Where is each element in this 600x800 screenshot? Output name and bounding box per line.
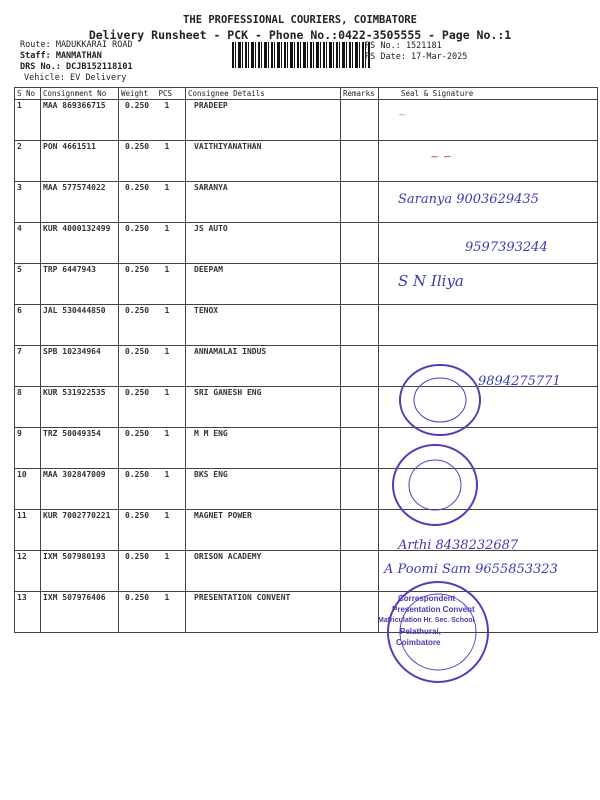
table-row xyxy=(15,305,598,346)
table-header xyxy=(15,88,598,100)
sno-cell: 4 xyxy=(15,223,41,264)
consignment-cell: JAL 530444850 xyxy=(41,305,119,346)
document-subtitle: Delivery Runsheet - PCK - Phone No.:0422-3505555 - Page No.:1 xyxy=(88,28,512,42)
col-weight: Weight xyxy=(119,88,157,100)
weight-cell: 0.250 xyxy=(119,141,157,182)
consignee-cell: TENOX xyxy=(186,305,341,346)
seal-cell xyxy=(379,305,598,346)
barcode xyxy=(232,42,370,68)
signature-row12: A Poomi Sam 9655853323 xyxy=(384,562,558,577)
seal-cell xyxy=(379,141,598,182)
consignee-cell: ORISON ACADEMY xyxy=(186,551,341,592)
col-consignment: Consignment No xyxy=(41,88,119,100)
pcs-cell: 1 xyxy=(157,346,186,387)
col-seal: Seal & Signature xyxy=(379,88,598,100)
remarks-cell xyxy=(341,264,379,305)
consignee-cell: PRADEEP xyxy=(186,100,341,141)
sno-cell: 7 xyxy=(15,346,41,387)
col-sno: S No xyxy=(15,88,41,100)
table-row xyxy=(15,387,598,428)
consignment-cell: IXM 507976406 xyxy=(41,592,119,633)
table-row xyxy=(15,141,598,182)
pcs-cell: 1 xyxy=(157,182,186,223)
consignment-cell: KUR 7002770221 xyxy=(41,510,119,551)
vehicle: Vehicle: EV Delivery xyxy=(24,73,127,83)
remarks-cell xyxy=(341,305,379,346)
company-stamp-row10 xyxy=(385,440,485,530)
consignee-cell: SRI GANESH ENG xyxy=(186,387,341,428)
sno-cell: 5 xyxy=(15,264,41,305)
weight-cell: 0.250 xyxy=(119,305,157,346)
weight-cell: 0.250 xyxy=(119,551,157,592)
stamp-line-1: Correspondent xyxy=(398,594,456,603)
remarks-cell xyxy=(341,182,379,223)
consignment-cell: MAA 577574022 xyxy=(41,182,119,223)
remarks-cell xyxy=(341,346,379,387)
consignee-cell: DEEPAM xyxy=(186,264,341,305)
signature-row1: ~ xyxy=(398,110,407,121)
remarks-cell xyxy=(341,223,379,264)
remarks-cell xyxy=(341,510,379,551)
consignee-cell: JS AUTO xyxy=(186,223,341,264)
signature-row4: 9597393244 xyxy=(465,240,548,255)
col-pcs: PCS xyxy=(157,88,186,100)
consignment-cell: TRP 6447943 xyxy=(41,264,119,305)
consignment-cell: PON 4661511 xyxy=(41,141,119,182)
pcs-cell: 1 xyxy=(157,387,186,428)
consignee-cell: M M ENG xyxy=(186,428,341,469)
seal-cell xyxy=(379,100,598,141)
remarks-cell xyxy=(341,469,379,510)
pcs-cell: 1 xyxy=(157,551,186,592)
stamp-line-2: Presentation Convent xyxy=(392,605,475,614)
table-row xyxy=(15,100,598,141)
table-row xyxy=(15,469,598,510)
pcs-cell: 1 xyxy=(157,100,186,141)
signature-row11: Arthi 8438232687 xyxy=(398,538,519,553)
remarks-cell xyxy=(341,592,379,633)
sno-cell: 10 xyxy=(15,469,41,510)
sno-cell: 13 xyxy=(15,592,41,633)
col-remarks: Remarks xyxy=(341,88,379,100)
consignment-cell: TRZ 50049354 xyxy=(41,428,119,469)
consignment-cell: KUR 4000132499 xyxy=(41,223,119,264)
pcs-cell: 1 xyxy=(157,428,186,469)
staff: Staff: MANMATHAN xyxy=(20,51,102,61)
sno-cell: 9 xyxy=(15,428,41,469)
stamp-line-3: Matriculation Hr. Sec. School xyxy=(378,617,475,624)
weight-cell: 0.250 xyxy=(119,510,157,551)
remarks-cell xyxy=(341,428,379,469)
consignee-cell: ANNAMALAI INDUS xyxy=(186,346,341,387)
consignment-cell: KUR 531922535 xyxy=(41,387,119,428)
weight-cell: 0.250 xyxy=(119,592,157,633)
weight-cell: 0.250 xyxy=(119,346,157,387)
table-row xyxy=(15,592,598,633)
remarks-cell xyxy=(341,387,379,428)
pcs-cell: 1 xyxy=(157,510,186,551)
weight-cell: 0.250 xyxy=(119,100,157,141)
table-row xyxy=(15,428,598,469)
route: Route: MADUKKARAI ROAD xyxy=(20,40,133,50)
weight-cell: 0.250 xyxy=(119,223,157,264)
stamp-line-5: Coimbatore xyxy=(396,638,441,647)
sno-cell: 6 xyxy=(15,305,41,346)
weight-cell: 0.250 xyxy=(119,182,157,223)
pcs-cell: 1 xyxy=(157,141,186,182)
pcs-cell: 1 xyxy=(157,469,186,510)
company-stamp-row8 xyxy=(395,360,485,440)
document-title: THE PROFESSIONAL COURIERS, COIMBATORE xyxy=(183,14,417,26)
sno-cell: 3 xyxy=(15,182,41,223)
sno-cell: 11 xyxy=(15,510,41,551)
consignment-cell: SPB 10234964 xyxy=(41,346,119,387)
sno-cell: 1 xyxy=(15,100,41,141)
sno-cell: 2 xyxy=(15,141,41,182)
pcs-cell: 1 xyxy=(157,223,186,264)
pcs-cell: 1 xyxy=(157,264,186,305)
consignee-cell: MAGNET POWER xyxy=(186,510,341,551)
remarks-cell xyxy=(341,551,379,592)
weight-cell: 0.250 xyxy=(119,264,157,305)
consignee-cell: VAITHIYANATHAN xyxy=(186,141,341,182)
rs-no: RS No.: 1521181 xyxy=(365,41,442,51)
signature-row8: 9894275771 xyxy=(478,374,561,389)
pcs-cell: 1 xyxy=(157,592,186,633)
weight-cell: 0.250 xyxy=(119,387,157,428)
consignment-cell: MAA 302847009 xyxy=(41,469,119,510)
remarks-cell xyxy=(341,141,379,182)
signature-row3: Saranya 9003629435 xyxy=(398,192,539,207)
consignee-cell: BKS ENG xyxy=(186,469,341,510)
drs-no: DRS No.: DCJB152118101 xyxy=(20,62,133,72)
pcs-cell: 1 xyxy=(157,305,186,346)
col-consignee: Consignee Details xyxy=(186,88,341,100)
signature-row2: ~ ∽ xyxy=(430,150,452,163)
weight-cell: 0.250 xyxy=(119,469,157,510)
signature-row5: S N Iliya xyxy=(398,272,464,290)
consignee-cell: SARANYA xyxy=(186,182,341,223)
rs-date: RS Date: 17-Mar-2025 xyxy=(365,52,468,62)
consignment-cell: IXM 507980193 xyxy=(41,551,119,592)
consignee-cell: PRESENTATION CONVENT xyxy=(186,592,341,633)
sno-cell: 8 xyxy=(15,387,41,428)
weight-cell: 0.250 xyxy=(119,428,157,469)
table-row xyxy=(15,264,598,305)
stamp-line-4: Pelathurai, xyxy=(400,627,441,636)
remarks-cell xyxy=(341,100,379,141)
sno-cell: 12 xyxy=(15,551,41,592)
consignment-cell: MAA 869366715 xyxy=(41,100,119,141)
